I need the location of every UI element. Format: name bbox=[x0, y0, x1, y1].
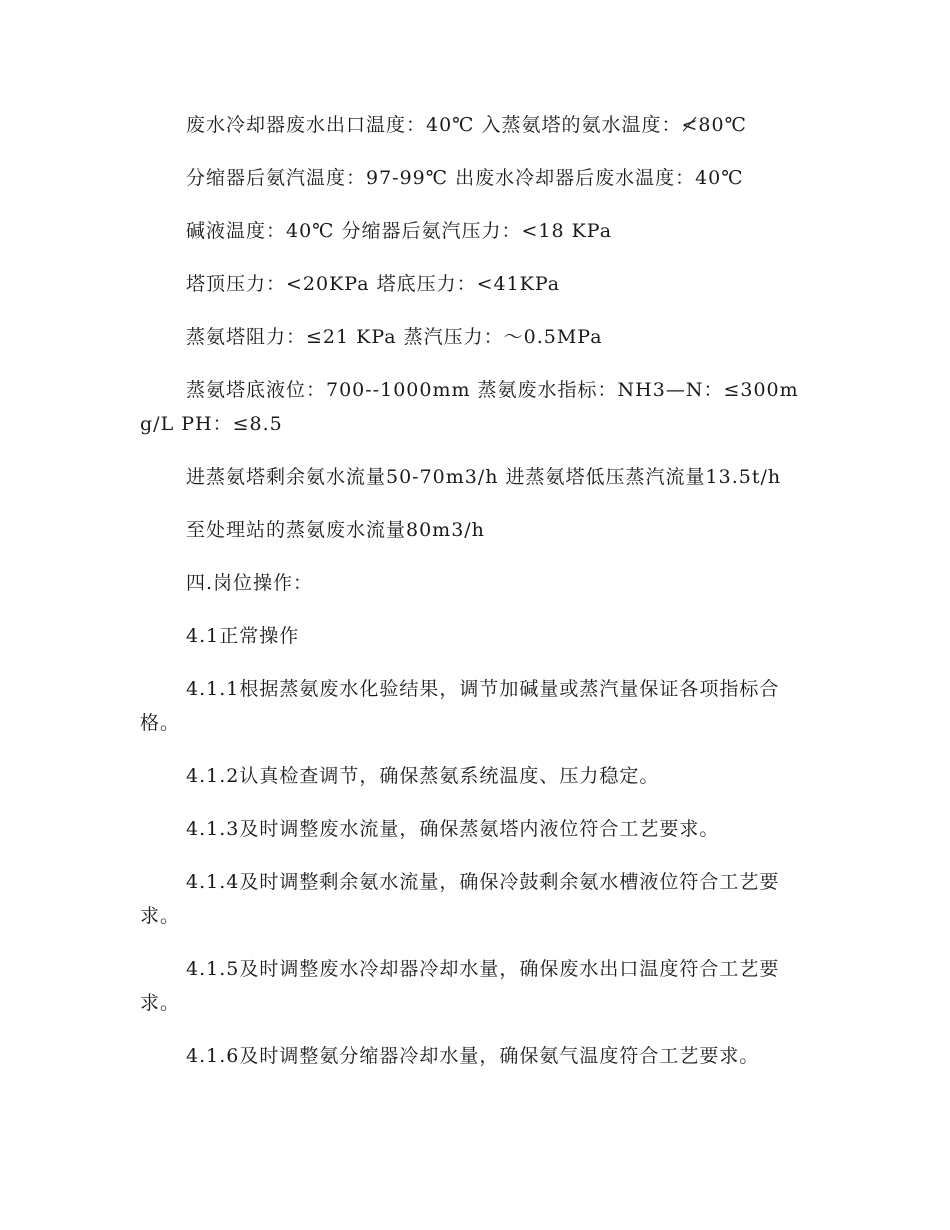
paragraph-4-1-3: 4.1.3及时调整废水流量，确保蒸氨塔内液位符合工艺要求。 bbox=[186, 818, 720, 840]
paragraph-4-1-5: 4.1.5及时调整废水冷却器冷却水量，确保废水出口温度符合工艺要求。 bbox=[140, 958, 780, 1014]
paragraph-alkali-temp: 碱液温度：40℃ 分缩器后氨汽压力：<18 KPa bbox=[186, 220, 613, 242]
paragraph-ammonia-vapor-temp: 分缩器后氨汽温度：97-99℃ 出废水冷却器后废水温度：40℃ bbox=[186, 167, 744, 189]
paragraph-flow-rates: 进蒸氨塔剩余氨水流量50-70m3/h 进蒸氨塔低压蒸汽流量13.5t/h bbox=[186, 466, 782, 488]
paragraph-4-1-4: 4.1.4及时调整剩余氨水流量，确保冷鼓剩余氨水槽液位符合工艺要求。 bbox=[140, 871, 780, 927]
paragraph-4-1-6: 4.1.6及时调整氨分缩器冷却水量，确保氨气温度符合工艺要求。 bbox=[186, 1045, 760, 1067]
paragraph-tower-resistance: 蒸氨塔阻力：≤21 KPa 蒸汽压力：～0.5MPa bbox=[186, 326, 603, 348]
subsection-heading-normal-operation: 4.1正常操作 bbox=[186, 625, 300, 647]
document-body bbox=[140, 108, 812, 1092]
paragraph-waste-water-cooler-temp: 废水冷却器废水出口温度：40℃ 入蒸氨塔的氨水温度：≮80℃ bbox=[186, 114, 747, 136]
paragraph-tower-level: 蒸氨塔底液位：700--1000mm 蒸氨废水指标：NH3—N：≤300mg/L PH：≤8.5 bbox=[140, 379, 799, 435]
paragraph-4-1-2: 4.1.2认真检查调节，确保蒸氨系统温度、压力稳定。 bbox=[186, 765, 660, 787]
section-heading-operations: 四.岗位操作： bbox=[186, 572, 314, 594]
paragraph-4-1-1: 4.1.1根据蒸氨废水化验结果，调节加碱量或蒸汽量保证各项指标合格。 bbox=[140, 678, 780, 734]
paragraph-waste-flow: 至处理站的蒸氨废水流量80m3/h bbox=[186, 519, 485, 541]
paragraph-tower-pressure: 塔顶压力：<20KPa 塔底压力：<41KPa bbox=[186, 273, 561, 295]
